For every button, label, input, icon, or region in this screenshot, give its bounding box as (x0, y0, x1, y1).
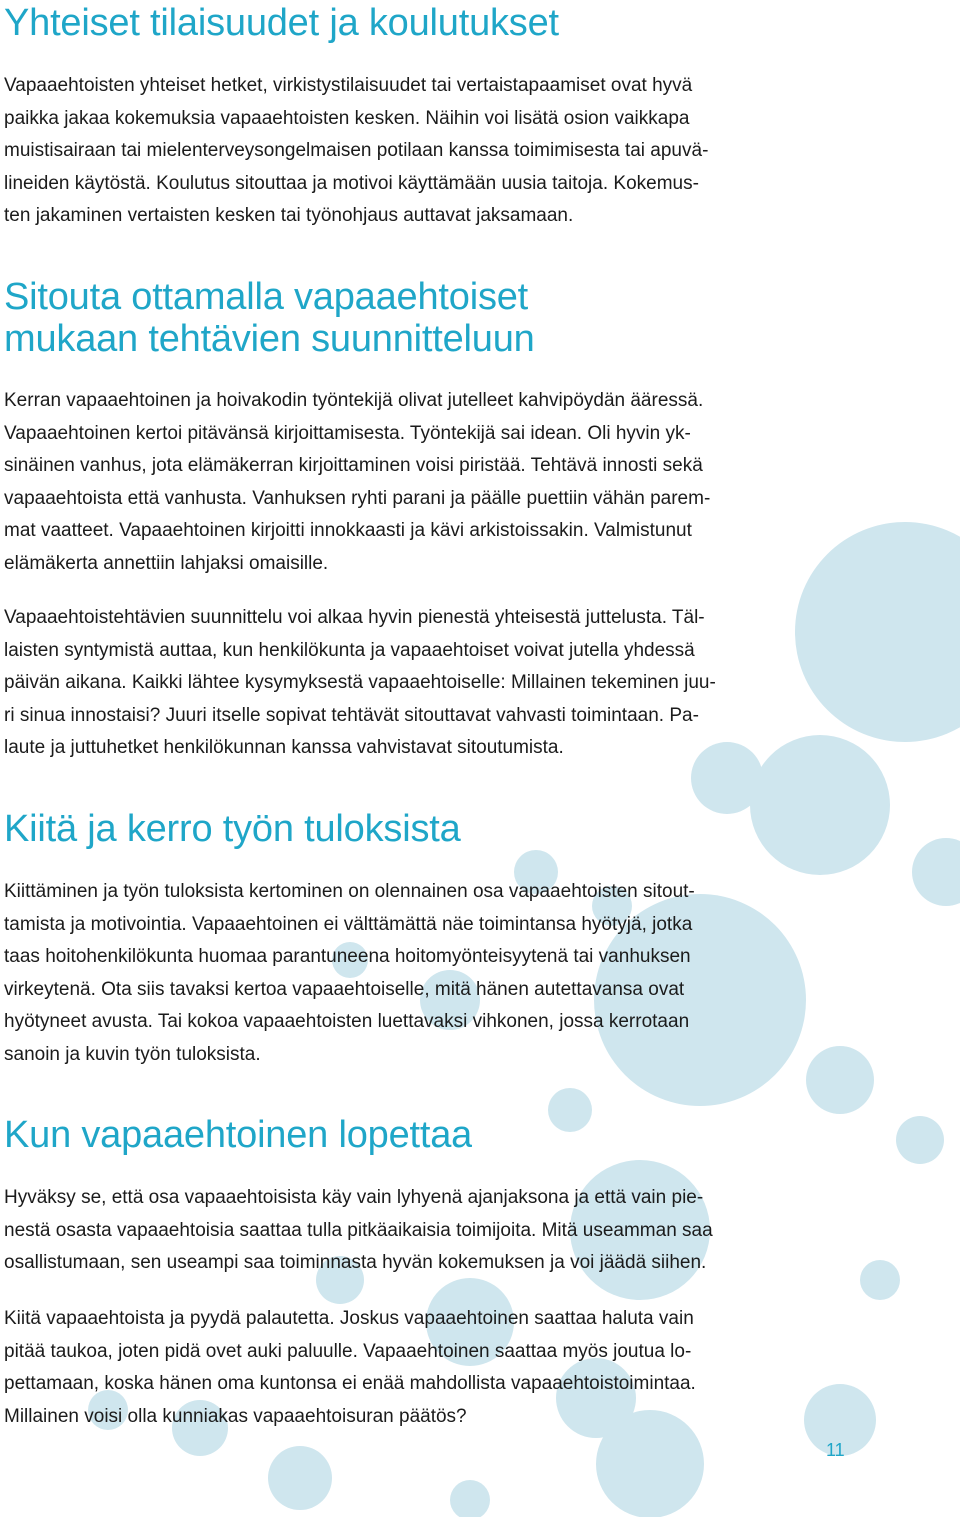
text-line: pitää taukoa, joten pidä ovet auki paluulle. Vapaaehtoinen saattaa myös joutua lo- (4, 1340, 692, 1362)
text-line: sinäinen vanhus, jota elämäkerran kirjoittaminen voisi piristää. Tehtävä innosti sekä (4, 455, 703, 476)
heading-line: mukaan tehtävien suunnitteluun (4, 318, 535, 360)
text-line: ri sinua innostaisi? Juuri itselle sopivat tehtävät sitouttavat vahvasti toimintaan. Pa- (4, 704, 699, 726)
text-line: Vapaaehtoisten yhteiset hetket, virkistystilaisuudet tai vertaistapaamiset ovat hyvä (4, 75, 693, 96)
text-line: lineiden käytöstä. Koulutus sitouttaa ja motivoi käyttämään uusia taitoja. Kokemus- (4, 172, 699, 194)
heading-line: Kun vapaaehtoinen lopettaa (4, 1114, 473, 1156)
text-line: laisten syntymistä auttaa, kun henkilökunta ja vapaaehtoiset voivat jutella yhdessä (4, 639, 695, 661)
text-line: nestä osasta vapaaehtoisia saattaa tulla pitkäaikaisia toimijoita. Mitä useamman saa (4, 1219, 713, 1241)
text-line: sanoin ja kuvin työn tuloksista. (4, 1043, 261, 1065)
page-number: 11 (826, 1440, 845, 1460)
text-line: Kiitä vapaaehtoista ja pyydä palautetta. Joskus vapaaehtoinen saattaa haluta vain (4, 1308, 694, 1329)
text-line: Kiittäminen ja työn tuloksista kertominen on olennainen osa vapaaehtoisten sitout- (4, 881, 695, 902)
text-line: Vapaaehtoinen kertoi pitävänsä kirjoittamisesta. Työntekijä sai idean. Oli hyvin yk- (4, 422, 691, 444)
paragraph (4, 602, 716, 765)
heading-line: Yhteiset tilaisuudet ja koulutukset (4, 2, 559, 44)
text-line: Millainen voisi olla kunniakas vapaaehtoisuran päätös? (4, 1405, 467, 1427)
text-line: mat vaatteet. Vapaaehtoinen kirjoitti innokkaasti ja kävi arkistoissakin. Valmistunut (4, 520, 692, 541)
heading-line: Sitouta ottamalla vapaaehtoiset (4, 276, 529, 318)
text-line: vapaaehtoista että vanhusta. Vanhuksen ryhti parani ja päälle puettiin vähän parem- (4, 487, 711, 509)
text-line: osallistumaan, sen useampi saa toiminnasta hyvän kokemuksen ja voi jäädä siihen. (4, 1252, 707, 1273)
text-line: hyötyneet avusta. Tai kokoa vapaaehtoisten luettavaksi vihkonen, jossa kerrotaan (4, 1011, 690, 1032)
text-line: muistisairaan tai mielenterveysongelmaisen potilaan kanssa toimimisesta tai apuvä- (4, 140, 709, 161)
text-line: virkeytenä. Ota siis tavaksi kertoa vapaaehtoiselle, mitä hänen autettavansa ovat (4, 978, 685, 1000)
text-line: Kerran vapaaehtoinen ja hoivakodin työntekijä olivat jutelleet kahvipöydän ääressä. (4, 390, 704, 411)
text-line: elämäkerta annettiin lahjaksi omaisille. (4, 552, 329, 574)
text-line: Hyväksy se, että osa vapaaehtoisista käy vain lyhyenä ajanjaksona ja että vain pie- (4, 1187, 704, 1208)
text-line: päivän aikana. Kaikki lähtee kysymyksestä vapaaehtoiselle: Millainen tekeminen juu- (4, 672, 716, 693)
text-line: ten jakaminen vertaisten kesken tai työnohjaus auttavat jaksamaan. (4, 205, 574, 226)
text-line: Vapaaehtoistehtävien suunnittelu voi alkaa hyvin pienestä yhteisestä juttelusta. Täl- (4, 607, 705, 628)
text-line: taas hoitohenkilökunta huomaa parantuneena hoitomyönteisyytenä tai vanhuksen (4, 946, 691, 967)
heading-line: Kiitä ja kerro työn tuloksista (4, 808, 461, 850)
section-heading (4, 276, 535, 360)
section-heading (4, 1114, 472, 1156)
text-line: laute ja juttuhetket henkilökunnan kanssa vahvistavat sitoutumista. (4, 737, 564, 758)
section-heading (4, 808, 461, 850)
paragraph (4, 1303, 696, 1433)
text-line: pettamaan, koska hänen oma kuntonsa ei enää mahdollista vapaaehtoistoimintaa. (4, 1373, 696, 1394)
text-line: paikka jakaa kokemuksia vapaaehtoisten kesken. Näihin voi lisätä osion vaikkapa (4, 107, 690, 129)
paragraph (4, 385, 710, 580)
paragraph (4, 876, 695, 1071)
section-heading (4, 2, 559, 44)
paragraph (4, 1182, 713, 1280)
text-line: tamista ja motivointia. Vapaaehtoinen ei välttämättä näe toimintansa hyötyjä, jotka (4, 913, 693, 935)
paragraph (4, 70, 708, 233)
